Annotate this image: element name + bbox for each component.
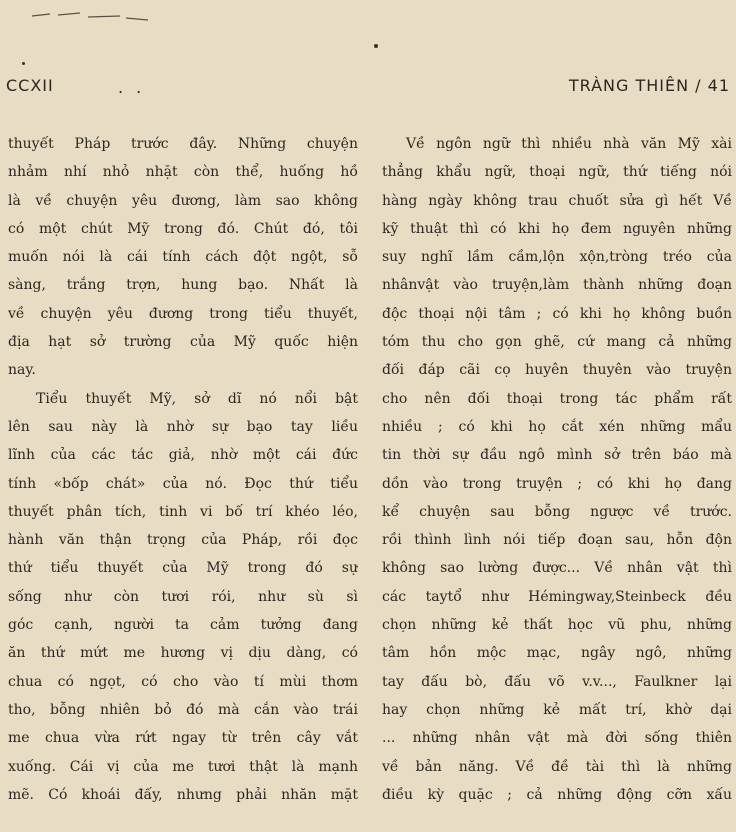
page-header-code: CCXII <box>6 76 54 95</box>
text-line: lên sau này là nhờ sự bạo tay liều <box>8 418 358 435</box>
header-marks: . . <box>118 78 146 97</box>
text-line: suy nghĩ lầm cầm,lộn xộn,tròng tréo của <box>382 249 732 266</box>
text-line: Tiểu thuyết Mỹ, sở dĩ nó nổi bật <box>36 390 358 407</box>
text-line: ... những nhân vật mà đời sống thiên <box>382 730 732 747</box>
text-line: có một chút Mỹ trong đó. Chút đó, tôi <box>8 220 358 237</box>
left-column <box>8 130 358 809</box>
text-line: ăn thứ mứt me hương vị dịu dàng, có <box>8 645 358 662</box>
scratch-marks <box>30 8 150 28</box>
text-line: tính «bốp chát» của nó. Đọc thứ tiểu <box>8 475 358 492</box>
page-header-title: TRÀNG THIÊN / 41 <box>568 76 730 95</box>
text-line: không sao lường được... Về nhân vật thì <box>382 560 732 577</box>
text-line: thứ tiểu thuyết của Mỹ trong đó sự <box>8 560 358 577</box>
text-line: hàng ngày không trau chuốt sửa gì hết Về <box>382 192 732 209</box>
text-line: hành văn thận trọng của Pháp, rồi đọc <box>8 532 358 549</box>
text-line: tóm thu cho gọn ghẽ, cứ mang cả những <box>382 334 732 351</box>
text-line: lĩnh của các tác giả, nhờ một cái đức <box>8 447 358 464</box>
text-line: điều kỳ quặc ; cả những động cỡn xấu <box>382 786 732 803</box>
text-line: về bản năng. Về đề tài thì là những <box>382 758 732 775</box>
text-line: nay. <box>8 362 36 379</box>
text-line: tho, bỗng nhiên bỏ đó mà cắn vào trái <box>8 701 358 718</box>
text-line: tâm hồn mộc mạc, ngây ngô, những <box>382 645 732 662</box>
text-line: địa hạt sở trường của Mỹ quốc hiện <box>8 334 358 351</box>
text-line: chọn những kẻ thất học vũ phu, những <box>382 617 732 634</box>
text-line: cho nên đối thoại trong tác phẩm rất <box>382 390 732 407</box>
text-line: các taytổ như Hémingway,Steinbeck đều <box>382 588 732 605</box>
text-line: chua có ngọt, có cho vào tí mùi thơm <box>8 673 358 690</box>
text-line: là về chuyện yêu đương, làm sao không <box>8 192 358 209</box>
text-line: dồn vào trong truyện ; có khi họ đang <box>382 475 732 492</box>
text-line: hay chọn những kẻ mất trí, khờ dại <box>382 701 732 718</box>
text-line: thuyết phân tích, tinh vi bố trí khéo léo, <box>8 503 358 520</box>
text-line: mẽ. Có khoái đấy, nhưng phải nhăn mặt <box>8 786 358 803</box>
text-line: nhảm nhí nhỏ nhặt còn thể, huống hồ <box>8 164 358 181</box>
text-line: muốn nói là cái tính cách đột ngột, sỗ <box>8 249 358 266</box>
ink-dot <box>374 44 378 48</box>
text-line: me chua vừa rứt ngay từ trên cây vắt <box>8 730 358 747</box>
text-line: tay đấu bò, đấu võ v.v..., Faulkner lại <box>382 673 732 690</box>
text-line: xuống. Cái vị của me tươi thật là mạnh <box>8 758 358 775</box>
text-line: sàng, trắng trợn, hung bạo. Nhất là <box>8 277 358 294</box>
text-line: về chuyện yêu đương trong tiểu thuyết, <box>8 305 358 322</box>
text-line: tin thời sự đầu ngô mình sở trên báo mà <box>382 447 732 464</box>
text-line: độc thoại nội tâm ; có khi họ không buồn <box>382 305 732 322</box>
text-line: rồi thình lình nói tiếp đoạn sau, hỗn độn <box>382 532 732 549</box>
text-line: kể chuyện sau bỗng ngược về trước. <box>382 503 732 520</box>
text-line: nhiều ; có khi họ cắt xén những mẩu <box>382 418 732 435</box>
text-line: sống như còn tươi rói, như sù sì <box>8 588 358 605</box>
text-line: kỹ thuật thì có khi họ đem nguyên những <box>382 220 732 237</box>
text-line: thuyết Pháp trước đây. Những chuyện <box>8 136 358 152</box>
ink-dot <box>22 62 25 65</box>
right-column <box>382 130 732 809</box>
text-line: đối đáp cãi cọ huyên thuyên vào truyện <box>382 362 732 379</box>
text-line: nhânvật vào truyện,làm thành những đoạn <box>382 277 732 294</box>
text-line: góc cạnh, người ta cảm tưởng đang <box>8 617 358 634</box>
text-line: Về ngôn ngữ thì nhiều nhà văn Mỹ xài <box>406 136 732 152</box>
text-line: thẳng khẩu ngữ, thoại ngữ, thứ tiếng nói <box>382 164 732 181</box>
